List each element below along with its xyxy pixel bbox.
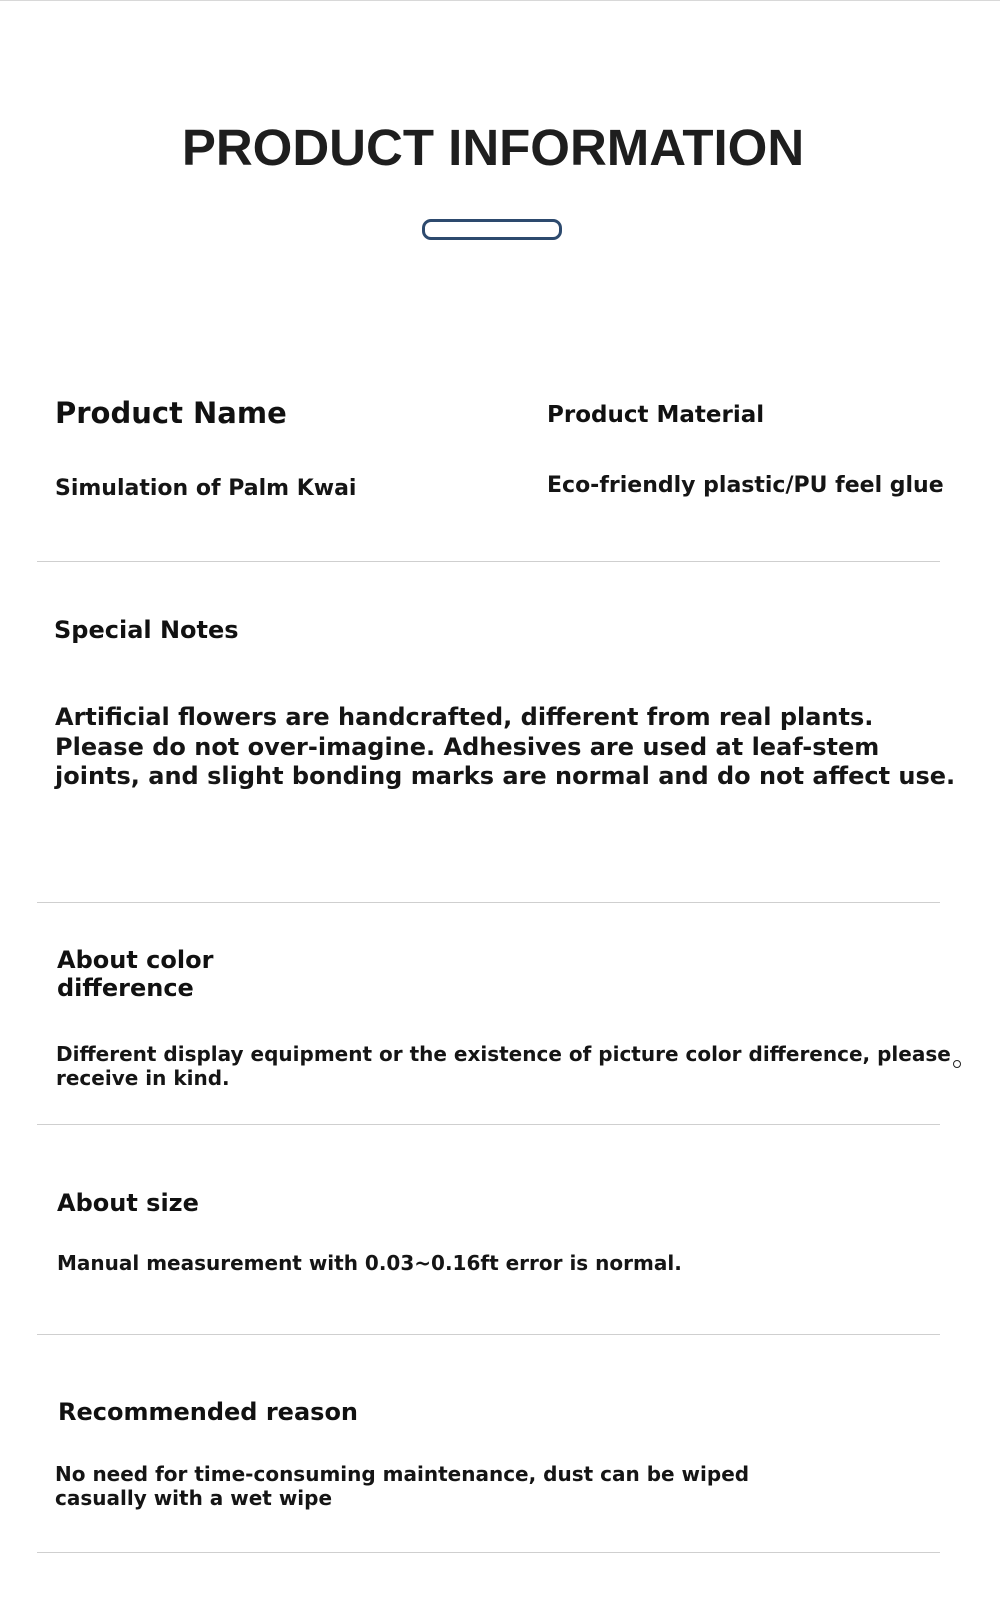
product-material-value: Eco-friendly plastic/PU feel glue [547,473,944,498]
recommended-reason-line: casually with a wet wipe [55,1486,333,1510]
special-notes-label: Special Notes [54,616,239,644]
product-name-label: Product Name [55,396,287,430]
color-difference-label-line: About color [57,946,214,974]
ring-icon [953,1060,961,1068]
recommended-reason-text [55,1462,749,1510]
about-size-label: About size [57,1189,199,1217]
top-rule [0,0,1000,1]
special-notes-text [55,703,955,792]
color-difference-line: Different display equipment or the existence of picture color difference, please [56,1042,951,1066]
page-title: PRODUCT INFORMATION [181,119,805,176]
section-divider [37,902,940,903]
section-divider [37,1124,940,1125]
title-decoration-pill [422,219,562,240]
section-divider [37,1334,940,1335]
product-material-label: Product Material [547,402,765,428]
recommended-reason-line: No need for time-consuming maintenance, dust can be wiped [55,1462,750,1486]
about-size-text: Manual measurement with 0.03~0.16ft error is normal. [57,1251,682,1275]
color-difference-text [56,1042,951,1090]
color-difference-label-line: difference [57,974,194,1002]
color-difference-label [57,946,213,1002]
product-name-value: Simulation of Palm Kwai [55,476,357,501]
section-divider [37,1552,940,1553]
color-difference-line: receive in kind. [56,1066,230,1090]
special-notes-line: joints, and slight bonding marks are normal and do not affect use. [55,762,956,790]
section-divider [37,561,940,562]
recommended-reason-label: Recommended reason [58,1398,359,1426]
special-notes-line: Please do not over-imagine. Adhesives are used at leaf-stem [55,732,880,761]
special-notes-line: Artificial flowers are handcrafted, different from real plants. [55,703,874,731]
